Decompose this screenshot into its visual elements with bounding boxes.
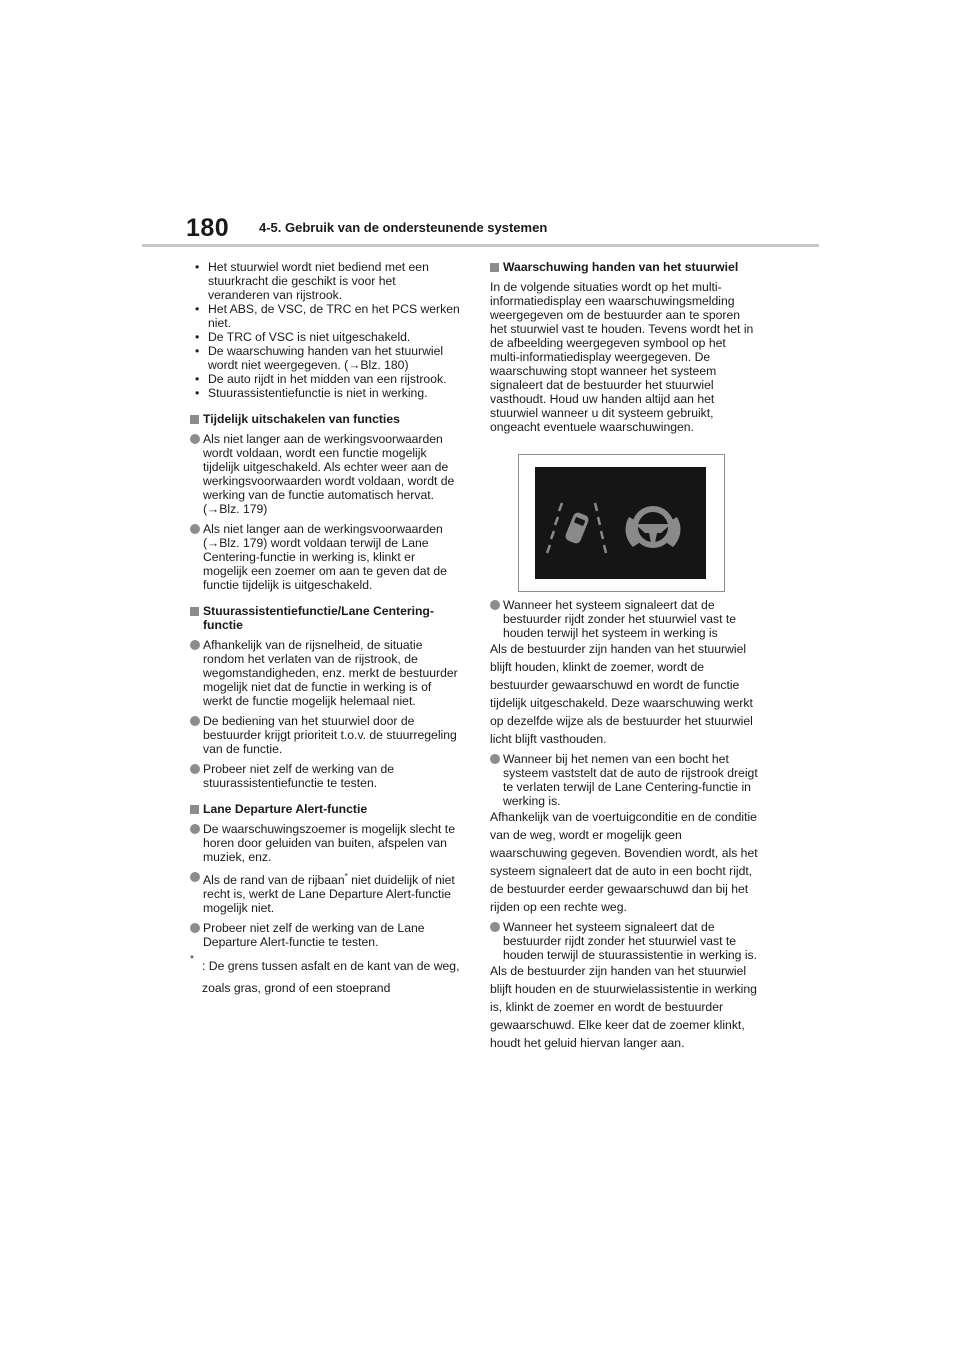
section-title: 4-5. Gebruik van de ondersteunende systemen bbox=[259, 220, 548, 235]
steering-wheel-hands-icon bbox=[626, 509, 681, 547]
list-item: • De TRC of VSC is niet uitgeschakeld. bbox=[195, 330, 411, 344]
left-column bbox=[190, 260, 460, 999]
multi-information-display bbox=[535, 467, 706, 579]
list-item: • Het ABS, de VSC, de TRC en het PCS werken niet. bbox=[195, 302, 460, 330]
paragraph: Als de bestuurder zijn handen van het stuurwiel blijft houden en de stuurwielassistentie in werking is, klinkt de zoemer en wordt de bestuurder gewaarschuwd. Elke keer dat de zoemer klinkt, houdt het geluid hiervan langer aan. bbox=[490, 964, 757, 1050]
square-bullet-icon bbox=[190, 805, 199, 814]
circle-bullet-icon bbox=[190, 824, 200, 834]
paragraph: Als de bestuurder zijn handen van het stuurwiel blijft houden, klinkt de zoemer, wordt de bestuurder gewaarschuwd en wordt de functie tijdelijk uitgeschakeld. Deze waarschuwing werkt op dezelfde wijze als de bestuurder het stuurwiel licht blijft vasthouden. bbox=[490, 642, 753, 746]
section-heading: Waarschuwing handen van het stuurwiel bbox=[490, 260, 758, 274]
list-item: Wanneer het systeem signaleert dat de bestuurder rijdt zonder het stuurwiel vast te houden terwijl het systeem in werking is bbox=[490, 598, 758, 640]
circle-bullet-icon bbox=[490, 754, 500, 764]
circle-bullet-icon bbox=[190, 872, 200, 882]
paragraph: Afhankelijk van de voertuigconditie en de conditie van de weg, wordt er mogelijk geen waarschuwing gegeven. Bovendien wordt, als het systeem signaleert dat de auto in een bocht rijdt, de bestuurder eerder gewaarschuwd dan bij het rijden op een rechte weg. bbox=[490, 810, 758, 914]
list-item: • De auto rijdt in het midden van een rijstrook. bbox=[195, 372, 447, 386]
circle-bullet-icon bbox=[190, 640, 200, 650]
circle-bullet-icon bbox=[490, 600, 500, 610]
page-number: 180 bbox=[186, 214, 230, 242]
header-rule bbox=[142, 244, 819, 247]
section-heading: Stuurassistentiefunctie/Lane Centering-functie bbox=[190, 604, 460, 632]
list-item: • De waarschuwing handen van het stuurwiel wordt niet weergegeven. (→Blz. 180) bbox=[195, 344, 444, 372]
list-item: Als niet langer aan de werkingsvoorwaarden (→Blz. 179) wordt voldaan terwijl de Lane Centering-functie in werking is, klinkt er mogelijk een zoemer om aan te geven dat de functie tijdelijk is uitgeschakeld. bbox=[190, 522, 460, 592]
section-heading: Lane Departure Alert-functie bbox=[190, 802, 460, 816]
list-item: De waarschuwingszoemer is mogelijk slecht te horen door geluiden van buiten, afspelen van muziek, enz. bbox=[190, 822, 460, 864]
list-item: Probeer niet zelf de werking van de Lane Departure Alert-functie te testen. bbox=[190, 921, 460, 949]
square-bullet-icon bbox=[490, 263, 499, 272]
list-item: Wanneer bij het nemen van een bocht het systeem vaststelt dat de auto de rijstrook dreigt te verlaten terwijl de Lane Centering-functie in werking is. bbox=[490, 752, 758, 808]
list-item: Als de rand van de rijbaan* niet duidelijk of niet recht is, werkt de Lane Departure Alert-functie mogelijk niet. bbox=[190, 870, 460, 915]
list-item: Probeer niet zelf de werking van de stuurassistentiefunctie te testen. bbox=[190, 762, 460, 790]
circle-bullet-icon bbox=[190, 764, 200, 774]
list-item: Als niet langer aan de werkingsvoorwaarden wordt voldaan, wordt een functie mogelijk tijdelijk uitgeschakeld. Als echter weer aan de werkingsvoorwaarden wordt voldaan, wordt de werking van de functie automatisch hervat. (→Blz. 179) bbox=[190, 432, 460, 516]
section-heading: Tijdelijk uitschakelen van functies bbox=[190, 412, 460, 426]
figure-frame bbox=[518, 454, 725, 592]
display-symbols bbox=[535, 467, 706, 579]
list-item: • Stuurassistentiefunctie is niet in werking. bbox=[195, 386, 428, 400]
circle-bullet-icon bbox=[190, 716, 200, 726]
list-item: Wanneer het systeem signaleert dat de bestuurder rijdt zonder het stuurwiel vast te houden terwijl de stuurassistentie in werking is. bbox=[490, 920, 758, 962]
circle-bullet-icon bbox=[190, 923, 200, 933]
circle-bullet-icon bbox=[490, 922, 500, 932]
list-item: Afhankelijk van de rijsnelheid, de situatie rondom het verlaten van de rijstrook, de wegomstandigheden, enz. merkt de bestuurder mogelijk niet dat de functie in werking is of werkt de functie mogelijk helemaal niet. bbox=[190, 638, 460, 708]
square-bullet-icon bbox=[190, 415, 199, 424]
footnote: * : De grens tussen asfalt en de kant van de weg, zoals gras, grond of een stoeprand bbox=[190, 954, 460, 996]
circle-bullet-icon bbox=[190, 434, 200, 444]
list-item: De bediening van het stuurwiel door de bestuurder krijgt prioriteit t.o.v. de stuurregeling van de functie. bbox=[190, 714, 460, 756]
circle-bullet-icon bbox=[190, 524, 200, 534]
list-item: • Het stuurwiel wordt niet bediend met een stuurkracht die geschikt is voor het veranderen van rijstrook. bbox=[195, 260, 429, 302]
square-bullet-icon bbox=[190, 607, 199, 616]
lane-assist-icon bbox=[547, 503, 606, 553]
intro-paragraph: In de volgende situaties wordt op het multi-informatiedisplay een waarschuwingsmelding weergegeven om de bestuurder aan te sporen het stuurwiel vast te houden. Tevens wordt het in de afbeelding weergegeven symbool op het multi-informatiedisplay weergegeven. De waarschuwing stopt wanneer het systeem signaleert dat de bestuurder het stuurwiel vasthoudt. Houd uw handen altijd aan het stuurwiel wanneer u dit systeem gebruikt, ongeacht eventuele waarschuwingen. bbox=[490, 280, 754, 434]
right-column bbox=[490, 260, 758, 1052]
